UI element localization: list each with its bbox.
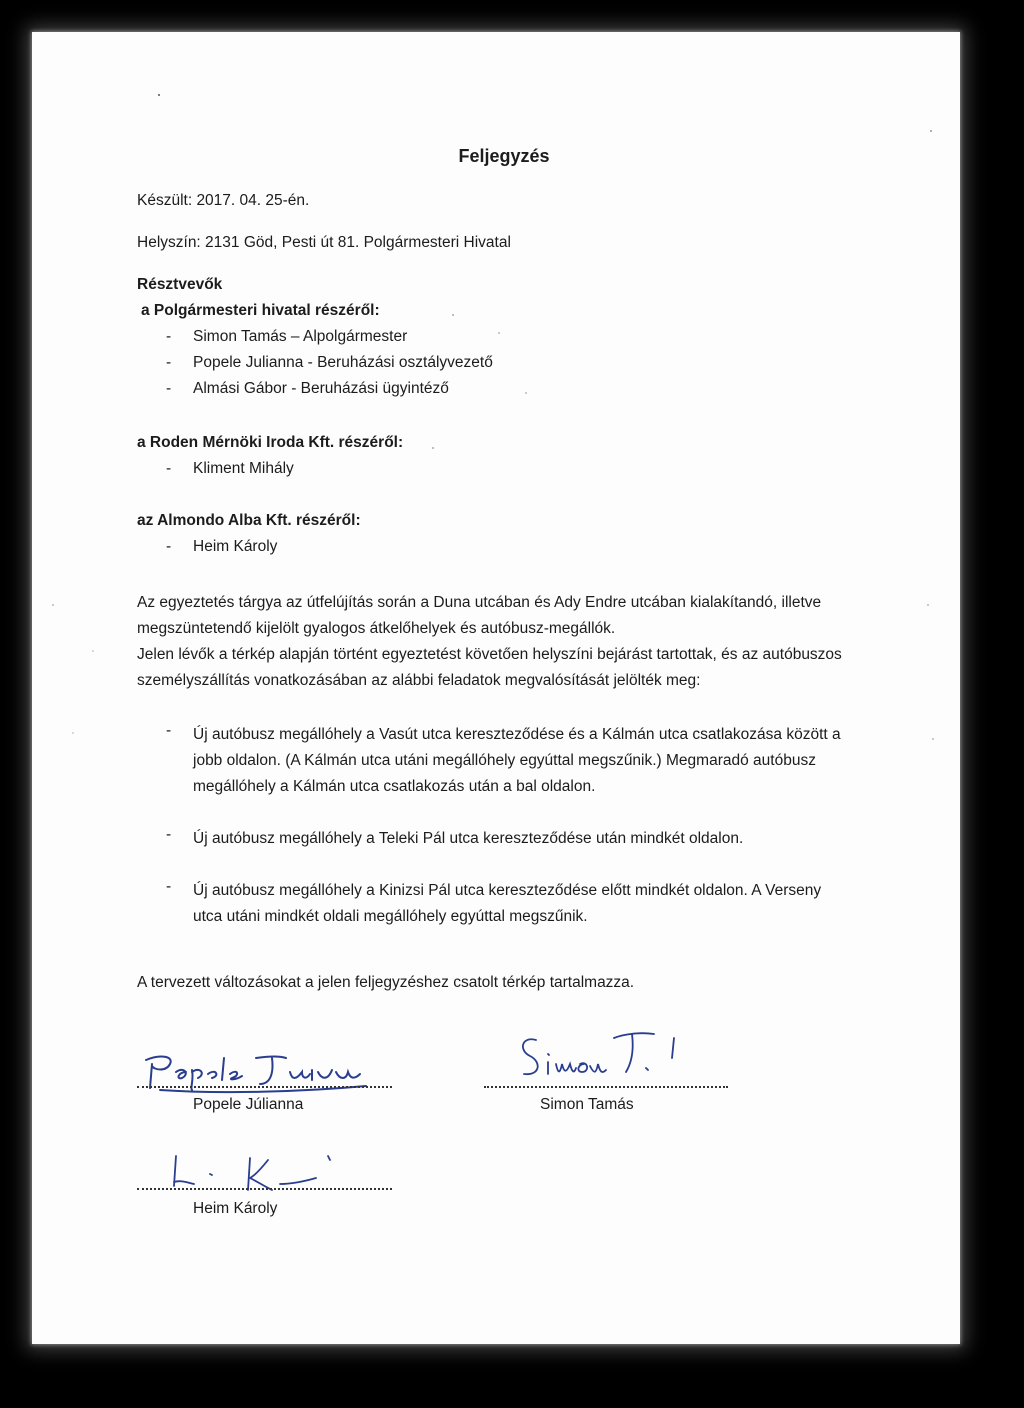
signature-popele — [140, 1050, 370, 1098]
scan-speck — [92, 650, 94, 652]
second-paragraph: Jelen lévők a térkép alapján történt egyeztetést követően helyszíni bejárást tartottak, és az autóbuszos személyszállítás vonatkozásában az alábbi feladatok megvalósítását jelölték meg: — [137, 646, 842, 689]
scan-speck — [158, 94, 160, 96]
bullet-dash: - — [166, 538, 172, 555]
bullet-dash: - — [166, 878, 172, 895]
location-line: Helyszín: 2131 Göd, Pesti út 81. Polgármesteri Hivatal — [137, 234, 511, 251]
bullet-dash: - — [166, 722, 172, 739]
scan-speck — [52, 604, 54, 606]
group-heading-roden: a Roden Mérnöki Iroda Kft. részéről: — [137, 434, 404, 451]
scan-speck — [452, 314, 454, 316]
document-title: Feljegyzés — [458, 146, 550, 166]
bullet-dash: - — [166, 460, 172, 477]
decision-item: Új autóbusz megállóhely a Kinizsi Pál utca kereszteződése előtt mindkét oldalon. A Verseny utca utáni mindkét oldali megállóhely egyúttal megszűnik. — [193, 882, 822, 925]
decision-item: Új autóbusz megállóhely a Teleki Pál utca kereszteződése után mindkét oldalon. — [193, 830, 744, 847]
participant-item: Kliment Mihály — [193, 460, 294, 477]
participant-item: Almási Gábor - Beruházási ügyintéző — [193, 380, 449, 397]
group-heading-mayors-office: a Polgármesteri hivatal részéről: — [141, 302, 380, 319]
decision-item: Új autóbusz megállóhely a Vasút utca kereszteződése és a Kálmán utca csatlakozása között a jobb oldalon. (A Kálmán utca utáni megállóhely egyúttal megszűnik.) Megmaradó autóbusz megállóhely a Kálmán utca csatlakozás után a bal oldalon. — [193, 726, 841, 795]
document-page — [32, 32, 960, 1344]
scan-speck — [72, 732, 74, 734]
bullet-dash: - — [166, 380, 172, 397]
signer-name: Simon Tamás — [540, 1096, 634, 1113]
bullet-dash: - — [166, 826, 172, 843]
scan-speck — [525, 392, 527, 394]
date-line: Készült: 2017. 04. 25-én. — [137, 192, 310, 209]
group-heading-almondo: az Almondo Alba Kft. részéről: — [137, 512, 361, 529]
intro-paragraph: Az egyeztetés tárgya az útfelújítás során a Duna utcában és Ady Endre utcában kialakítandó, illetve megszüntetendő kijelölt gyalogos átkelőhelyek és autóbusz-megállók. — [137, 594, 822, 637]
signature-simon — [514, 1028, 694, 1088]
scan-speck — [927, 604, 929, 606]
participant-item: Popele Julianna - Beruházási osztályvezető — [193, 354, 493, 371]
signer-name: Popele Júlianna — [193, 1096, 304, 1113]
closing-sentence: A tervezett változásokat a jelen feljegyzéshez csatolt térkép tartalmazza. — [137, 974, 635, 991]
scan-speck — [932, 738, 934, 740]
bullet-dash: - — [166, 354, 172, 371]
scan-speck — [930, 130, 932, 132]
scan-speck — [432, 447, 434, 449]
bullet-dash: - — [166, 328, 172, 345]
scan-speck — [498, 332, 500, 334]
participant-item: Heim Károly — [193, 538, 278, 555]
signature-line — [137, 1188, 392, 1190]
participants-heading: Résztvevők — [137, 276, 223, 293]
signer-name: Heim Károly — [193, 1200, 278, 1217]
signature-line — [137, 1086, 392, 1088]
participant-item: Simon Tamás – Alpolgármester — [193, 328, 408, 345]
signature-line — [484, 1086, 728, 1088]
